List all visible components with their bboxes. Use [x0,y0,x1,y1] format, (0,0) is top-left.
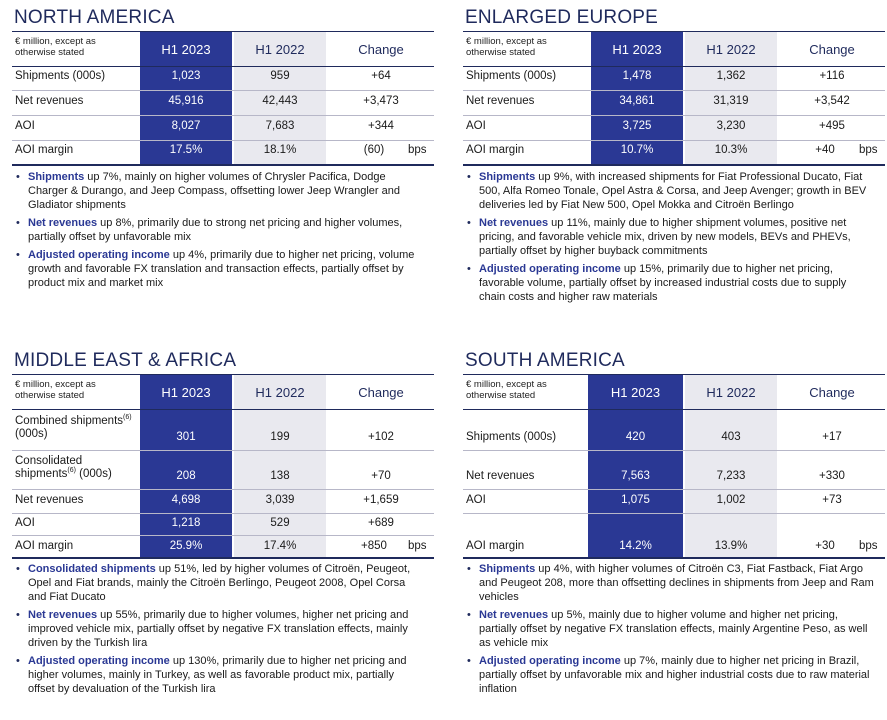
bps-unit: bps [408,540,427,552]
list-item: • Net revenues up 55%, primarily due to higher volumes, higher net pricing and improved vehicle mix, partially offset by negative FX translation effects, mainly driven by the Turkish lira [12,608,422,650]
list-item: • Net revenues up 8%, primarily due to strong net pricing and higher volumes, partially offset by unfavorable mix [12,216,422,244]
row-rule [463,513,885,514]
row-rule [12,489,434,490]
col-header-h1-2023: H1 2023 [610,385,661,400]
row-rule [12,535,434,536]
col-header-change: Change [809,385,855,400]
commentary-list [12,562,422,700]
col-header-h1-2023: H1 2023 [161,42,211,57]
list-item: • Adjusted operating income up 7%, mainly due to higher net pricing in Brazil, partially offset by unfavorable mix and higher industrial costs due to raw material inflation [463,654,875,696]
list-item: • Adjusted operating income up 4%, primarily due to higher net pricing, volume growth and favorable FX translation and transaction effects, partially offset by product mix and market mix [12,248,422,290]
bps-unit: bps [859,540,878,552]
row-rule [463,90,885,91]
table-header [12,375,434,409]
row-rule [12,513,434,514]
list-item: • Consolidated shipments up 51%, led by higher volumes of Citroën, Peugeot, Opel and Fiat brands, mainly the Citroën Berlingo, Peugeot 2008, Opel Corsa and Fiat Ducato [12,562,422,604]
table-row: Combined shipments$^{(6)}$ (000s) 301 199 +102 [15,414,394,443]
col-header-h1-2022: H1 2022 [706,42,756,57]
south-america-section: SOUTH AMERICA € million, except as otherwise stated H1 2023 H1 2022 Change Shipments (000s) 420 403 +17 Net revenues 7,563 7,233 +330 AOI 1,075 1,002 +73 AOI margin 14.2% 13.9% +30 bps • Shipments up 4%, with higher volumes of Citroën C3, Fiat Fastback, Fiat Argo and Peugeot 208, more than offsetting declines in shipments from Jeep and Ram vehicles • Net revenues up 5%, mainly due to higher volume and higher net pricing, partially offset by negative FX translation effects, mainly Argentine Peso, as well as vehicle mix • Adjusted operating income up 7%, mainly due to higher net pricing in Brazil, partially offset by unfavorable mix and higher industrial costs due to raw material inflation [463,349,885,719]
table-bottom-rule [12,164,434,166]
north-america-section: NORTH AMERICA € million, except as otherwise stated H1 2023 H1 2022 Change Shipments (000s) 1,023 959 +64 Net revenues 45,916 42,443 +3,473 AOI 8,027 7,683 +344 AOI margin 17.5% 18.1% (60) bps • Shipments up 7%, mainly on higher volumes of Chrysler Pacifica, Dodge Charger & Durango, and Jeep Compass, offsetting lower Jeep Wrangler and Gladiator shipments • Net revenues up 8%, primarily due to strong net pricing and higher volumes, partially offset by unfavorable mix • Adjusted operating income up 4%, primarily due to higher net pricing, volume growth and favorable FX translation and transaction effects, partially offset by product mix and market mix [12,6,434,306]
table-row: Consolidated shipments$^{(6)}$ (000s) 208 138 +70 [15,455,391,482]
row-rule [463,489,885,490]
units-note: € million, except as otherwise stated [466,379,547,401]
row-rule [12,90,434,91]
header-rule [463,66,885,67]
col-header-h1-2022: H1 2022 [255,42,305,57]
list-item: • Adjusted operating income up 15%, primarily due to higher net pricing, favorable volume, partially offset by increased industrial costs due to supply chain costs and higher raw materials [463,262,875,304]
table-bottom-rule [463,164,885,166]
table-header [463,375,885,409]
col-header-h1-2023: H1 2023 [161,385,211,400]
col-header-h1-2022: H1 2022 [706,385,756,400]
col-header-h1-2023: H1 2023 [612,42,662,57]
list-item: • Net revenues up 5%, mainly due to higher volume and higher net pricing, partially offset by negative FX translation effects, mainly Argentine Peso, as well as vehicle mix [463,608,875,650]
commentary-list [463,170,875,308]
row-rule [463,450,885,451]
row-rule [463,140,885,141]
commentary-list [463,562,875,700]
header-rule [463,409,885,410]
table-bottom-rule [463,557,885,559]
bps-unit: bps [408,144,427,156]
table-header [12,32,434,66]
header-rule [12,409,434,410]
col-header-h1-2022: H1 2022 [255,385,305,400]
units-note: € million, except as otherwise stated [15,36,96,58]
col-header-change: Change [358,385,404,400]
col-header-change: Change [809,42,855,57]
section-title: NORTH AMERICA [14,7,175,28]
row-rule [12,140,434,141]
units-note: € million, except as otherwise stated [15,379,96,401]
list-item: • Adjusted operating income up 130%, primarily due to higher net pricing and higher volumes, mainly in Turkey, as well as favorable product mix, partially offset by devaluation of the Turkish lira [12,654,422,696]
section-title: MIDDLE EAST & AFRICA [14,350,237,371]
enlarged-europe-section: ENLARGED EUROPE € million, except as otherwise stated H1 2023 H1 2022 Change Shipments (000s) 1,478 1,362 +116 Net revenues 34,861 31,319 +3,542 AOI 3,725 3,230 +495 AOI margin 10.7% 10.3% +40 bps • Shipments up 9%, with increased shipments for Fiat Professional Ducato, Fiat 500, Alfa Romeo Tonale, Opel Astra & Corsa, and Jeep Avenger; growth in BEV deliveries led by Fiat New 500, Opel Mokka and Citroën Berlingo • Net revenues up 11%, mainly due to higher shipment volumes, positive net pricing, and favorable vehicle mix, driven by new models, BEVs and PHEVs, partially offset by higher buyback commitments • Adjusted operating income up 15%, primarily due to higher net pricing, favorable volume, partially offset by increased industrial costs due to supply chain costs and higher raw materials [463,6,885,326]
middle-east-africa-section: MIDDLE EAST & AFRICA € million, except as otherwise stated H1 2023 H1 2022 Change Combined shipments$^{(6)}$ (000s) 301 199 +102 Consolidated shipments$^{(6)}$ (000s) 208 138 +70 Net revenues 4,698 3,039 +1,659 AOI 1,218 529 +689 AOI margin 25.9% 17.4% +850 bps • Consolidated shipments up 51%, led by higher volumes of Citroën, Peugeot, Opel and Fiat brands, mainly the Citroën Berlingo, Peugeot 2008, Opel Corsa and Fiat Ducato • Net revenues up 55%, primarily due to higher volumes, higher net pricing and improved vehicle mix, partially offset by negative FX translation effects, mainly driven by the Turkish lira • Adjusted operating income up 130%, primarily due to higher net pricing and higher volumes, mainly in Turkey, as well as favorable product mix, partially offset by devaluation of the Turkish lira [12,349,434,719]
list-item: • Shipments up 9%, with increased shipments for Fiat Professional Ducato, Fiat 500, Alfa Romeo Tonale, Opel Astra & Corsa, and Jeep Avenger; growth in BEV deliveries led by Fiat New 500, Opel Mokka and Citroën Berlingo [463,170,875,212]
bps-unit: bps [859,144,878,156]
col-header-change: Change [358,42,404,57]
list-item: • Shipments up 7%, mainly on higher volumes of Chrysler Pacifica, Dodge Charger & Durango, and Jeep Compass, offsetting lower Jeep Wrangler and Gladiator shipments [12,170,422,212]
table-bottom-rule [12,557,434,559]
section-title: ENLARGED EUROPE [465,7,659,28]
units-note: € million, except as otherwise stated [466,36,547,58]
table-header [463,32,885,66]
list-item: • Net revenues up 11%, mainly due to higher shipment volumes, positive net pricing, and favorable vehicle mix, driven by new models, BEVs and PHEVs, partially offset by higher buyback commitments [463,216,875,258]
row-rule [12,450,434,451]
header-rule [12,66,434,67]
list-item: • Shipments up 4%, with higher volumes of Citroën C3, Fiat Fastback, Fiat Argo and Peugeot 208, more than offsetting declines in shipments from Jeep and Ram vehicles [463,562,875,604]
row-rule [463,115,885,116]
section-title: SOUTH AMERICA [465,350,625,371]
row-rule [12,115,434,116]
commentary-list [12,170,422,294]
